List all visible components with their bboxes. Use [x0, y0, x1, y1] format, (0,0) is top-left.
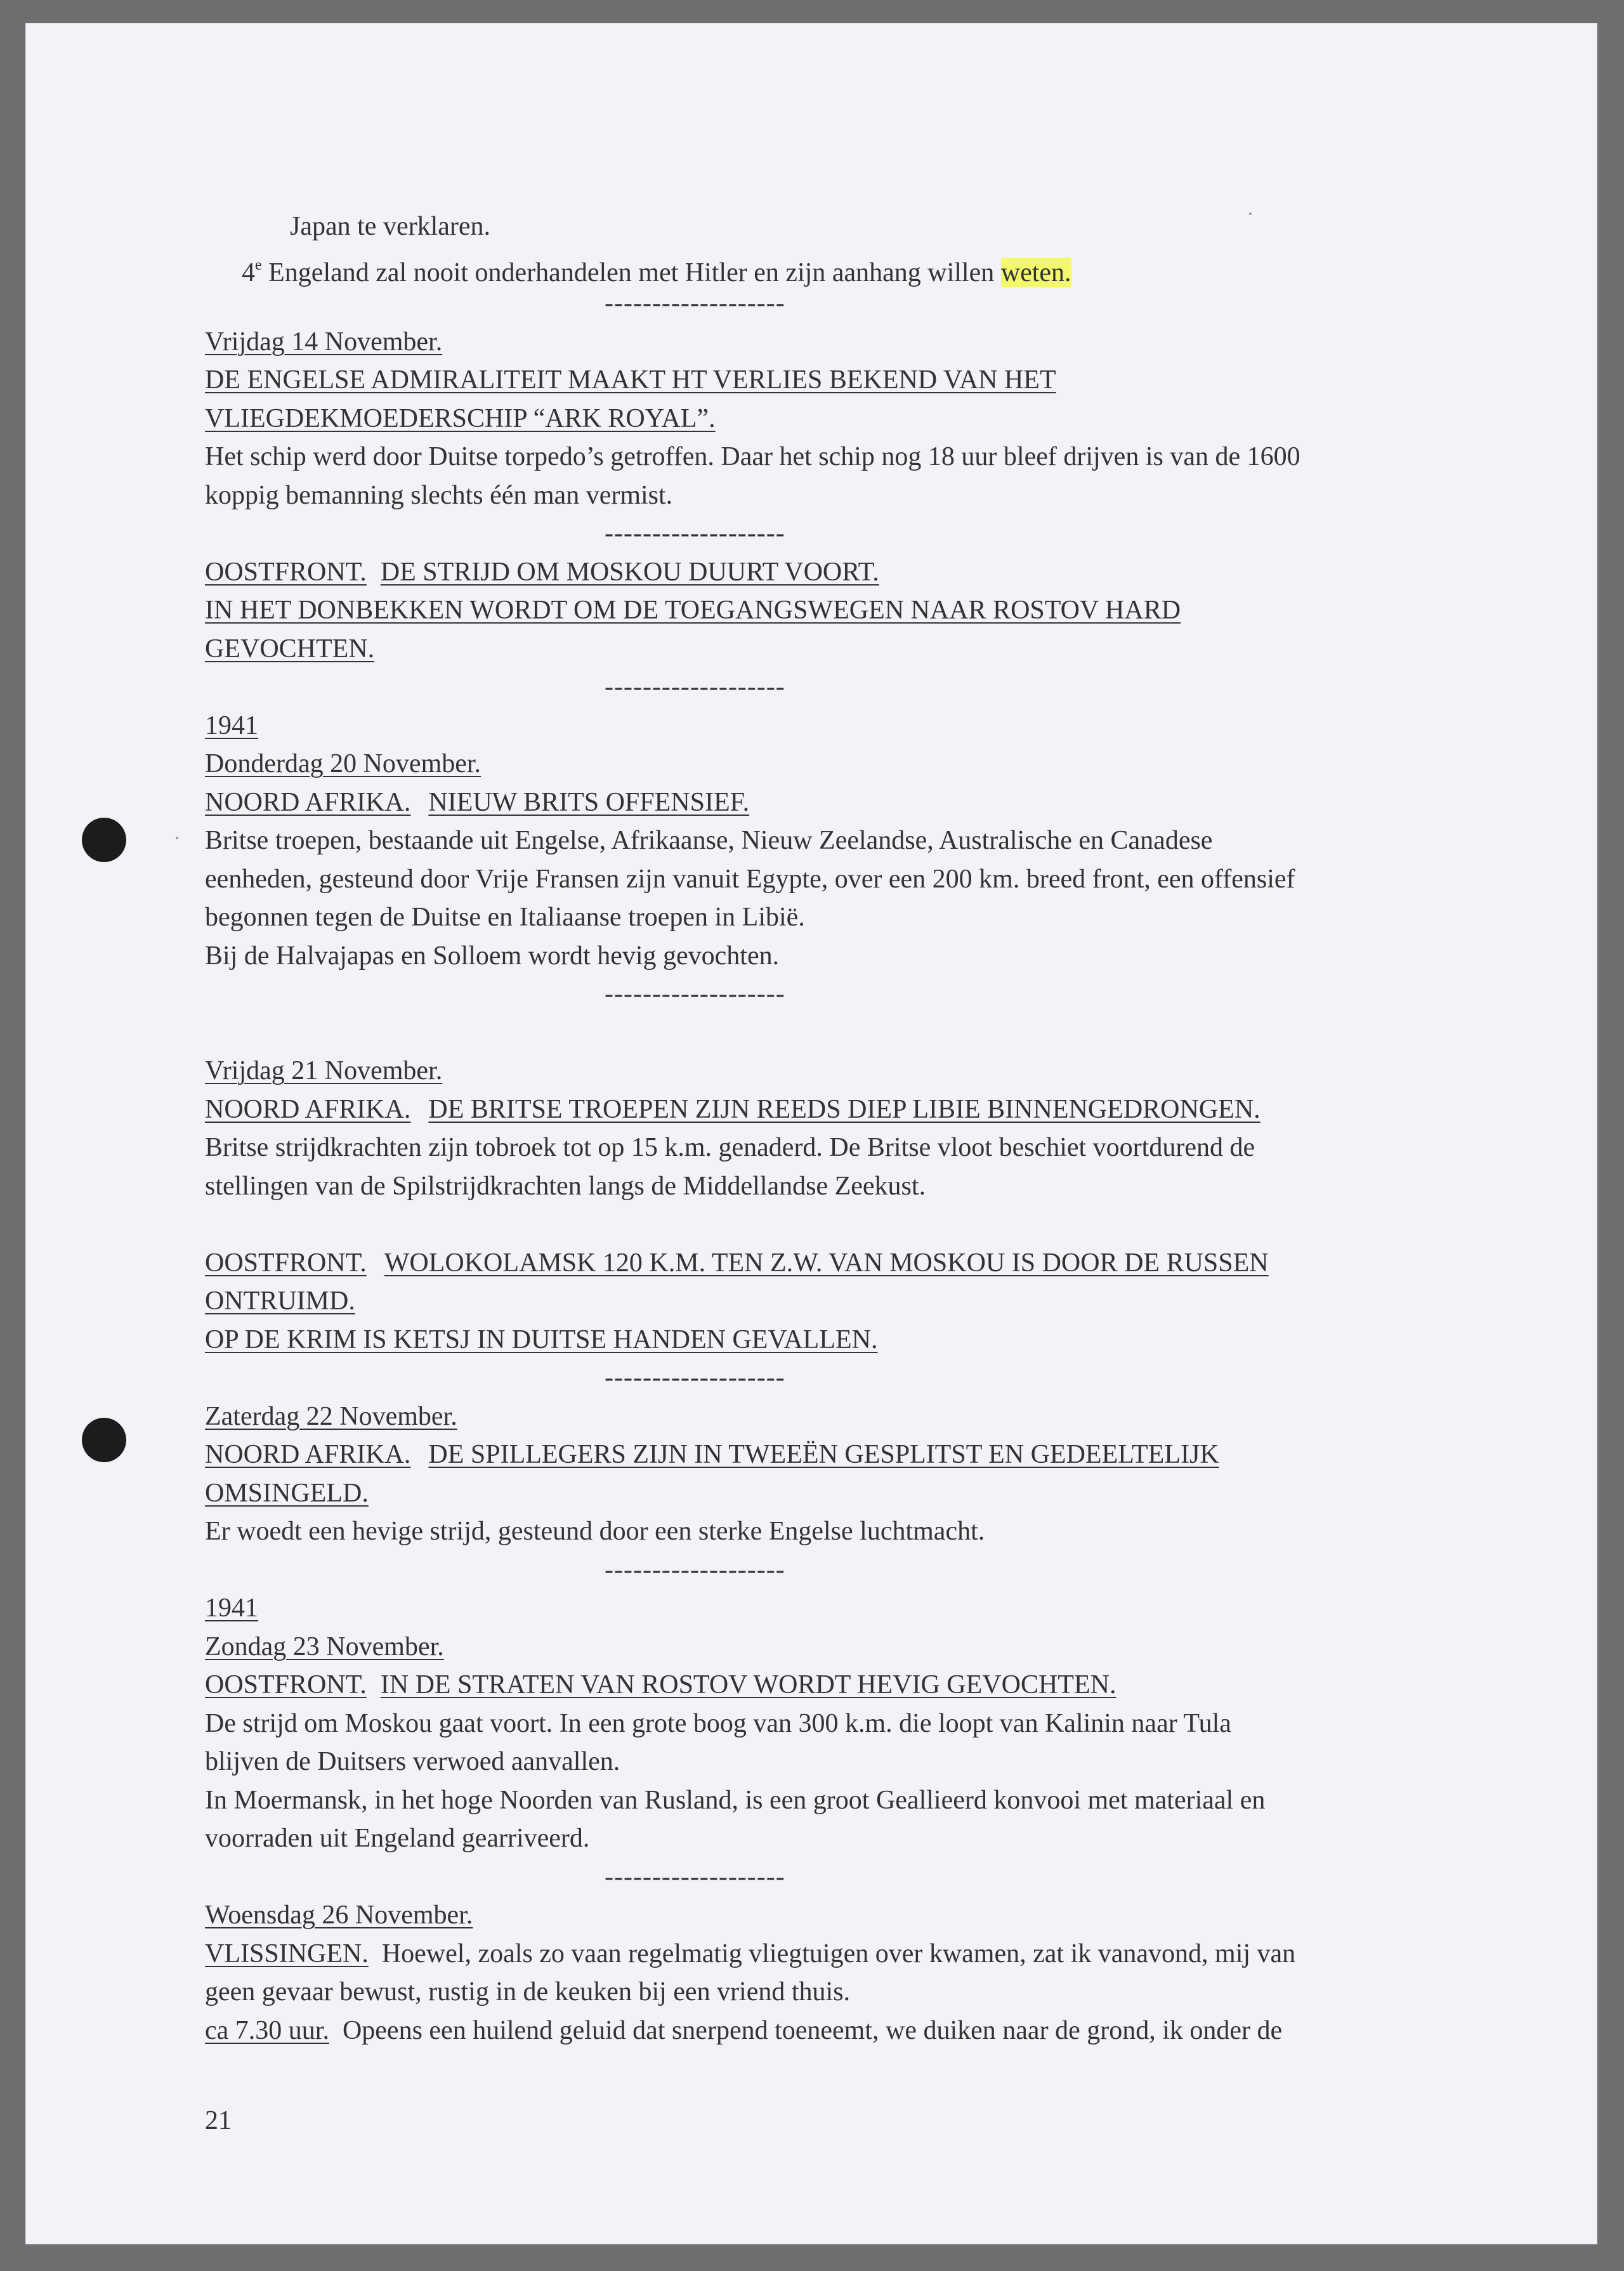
headline-line: [205, 1090, 1474, 1129]
text-line-body: Hoewel, zoals zo vaan regelmatig vliegtuigen over kwamen, zat ik vanavond, mij van: [381, 1939, 1296, 1968]
text-line: begonnen tegen de Duitse en Italiaanse troepen in Libië.: [205, 903, 805, 932]
headline: WOLOKOLAMSK 120 K.M. TEN Z.W. VAN MOSKOU IS DOOR DE RUSSEN: [384, 1248, 1269, 1278]
section-label: VLISSINGEN.: [205, 1939, 369, 1968]
diary-text: [205, 207, 1474, 2050]
section-label: OOSTFRONT.: [205, 1670, 367, 1699]
text-line-body: Engeland zal nooit onderhandelen met Hitler en zijn aanhang willen: [268, 258, 995, 287]
headline-line: [205, 553, 1474, 592]
headline: IN HET DONBEKKEN WORDT OM DE TOEGANGSWEGEN NAAR ROSTOV HARD: [205, 596, 1181, 625]
headline: DE SPILLEGERS ZIJN IN TWEEËN GESPLITST EN GEDEELTELIJK: [428, 1440, 1219, 1469]
text-line: Britse troepen, bestaande uit Engelse, Afrikaanse, Nieuw Zeelandse, Australische en Canadese: [205, 826, 1213, 855]
list-number: 4: [242, 258, 255, 287]
separator-line: -------------------: [605, 1363, 785, 1392]
headline: DE STRIJD OM MOSKOU DUURT VOORT.: [380, 557, 879, 587]
text-line: [205, 1935, 1474, 1973]
entry-date: Vrijdag 21 November.: [205, 1056, 443, 1085]
headline: ONTRUIMD.: [205, 1286, 355, 1316]
ordinal-suffix: e: [255, 256, 262, 273]
section-label: NOORD AFRIKA.: [205, 787, 411, 817]
text-line: Japan te verklaren.: [290, 212, 491, 241]
separator-line: -------------------: [605, 979, 785, 1009]
separator-line: -------------------: [605, 672, 785, 702]
headline: GEVOCHTEN.: [205, 634, 375, 664]
text-line: Het schip werd door Duitse torpedo’s getroffen. Daar het schip nog 18 uur bleef drijven is van de 1600: [205, 442, 1300, 471]
section-label: NOORD AFRIKA.: [205, 1440, 411, 1469]
separator-line: -------------------: [605, 1862, 785, 1892]
headline: OP DE KRIM IS KETSJ IN DUITSE HANDEN GEVALLEN.: [205, 1325, 878, 1354]
headline: OMSINGELD.: [205, 1478, 369, 1508]
time-label: ca 7.30 uur.: [205, 2015, 329, 2045]
text-line: blijven de Duitsers verwoed aanvallen.: [205, 1747, 620, 1776]
headline: VLIEGDEKMOEDERSCHIP “ARK ROYAL”.: [205, 403, 716, 433]
entry-date: Donderdag 20 November.: [205, 749, 481, 778]
section-label: OOSTFRONT.: [205, 557, 367, 587]
text-line-body: Opeens een huilend geluid dat snerpend toeneemt, we duiken naar de grond, ik onder de: [342, 2015, 1283, 2045]
entry-date: Vrijdag 14 November.: [205, 327, 443, 357]
punch-hole-bottom: [82, 1418, 126, 1462]
text-line: [205, 246, 1474, 285]
headline-line: [205, 1244, 1474, 1283]
text-line: [205, 2012, 1474, 2050]
section-label: NOORD AFRIKA.: [205, 1094, 411, 1124]
text-line: Britse strijdkrachten zijn tobroek tot op 15 k.m. genaderd. De Britse vloot beschiet voortdurend de: [205, 1133, 1255, 1162]
paper-speck: [176, 837, 178, 839]
headline: NIEUW BRITS OFFENSIEF.: [428, 787, 750, 817]
entry-year: 1941: [205, 1594, 258, 1623]
separator-line: -------------------: [605, 289, 785, 318]
headline: DE ENGELSE ADMIRALITEIT MAAKT HT VERLIES BEKEND VAN HET: [205, 365, 1056, 395]
text-line: Bij de Halvajapas en Solloem wordt hevig gevochten.: [205, 941, 780, 971]
text-line: stellingen van de Spilstrijdkrachten langs de Middellandse Zeekust.: [205, 1171, 926, 1201]
entry-year: 1941: [205, 710, 258, 740]
text-line: eenheden, gesteund door Vrije Fransen zijn vanuit Egypte, over een 200 km. breed front, een offensief: [205, 864, 1295, 894]
document-page: [25, 23, 1597, 2244]
section-label: OOSTFRONT.: [205, 1248, 367, 1278]
separator-line: -------------------: [605, 519, 785, 548]
text-line: voorraden uit Engeland gearriveerd.: [205, 1824, 590, 1853]
text-line: Er woedt een hevige strijd, gesteund door een sterke Engelse luchtmacht.: [205, 1517, 985, 1546]
page-number: 21: [205, 2106, 232, 2135]
text-line: koppig bemanning slechts één man vermist.: [205, 480, 673, 510]
entry-date: Zaterdag 22 November.: [205, 1401, 457, 1431]
highlighted-word: weten.: [1000, 258, 1071, 287]
headline: DE BRITSE TROEPEN ZIJN REEDS DIEP LIBIE BINNENGEDRONGEN.: [428, 1094, 1261, 1124]
punch-hole-top: [82, 818, 126, 862]
headline-line: [205, 1436, 1474, 1474]
entry-date: Woensdag 26 November.: [205, 1901, 473, 1930]
headline-line: [205, 1666, 1474, 1705]
text-line: geen gevaar bewust, rustig in de keuken bij een vriend thuis.: [205, 1977, 851, 2006]
separator-line: -------------------: [605, 1555, 785, 1585]
headline-line: [205, 783, 1474, 822]
entry-date: Zondag 23 November.: [205, 1632, 444, 1661]
text-line: De strijd om Moskou gaat voort. In een grote boog van 300 k.m. die loopt van Kalinin naar Tula: [205, 1708, 1231, 1738]
text-line: In Moermansk, in het hoge Noorden van Rusland, is een groot Geallieerd konvooi met materiaal en: [205, 1785, 1266, 1815]
headline: IN DE STRATEN VAN ROSTOV WORDT HEVIG GEVOCHTEN.: [380, 1670, 1116, 1699]
